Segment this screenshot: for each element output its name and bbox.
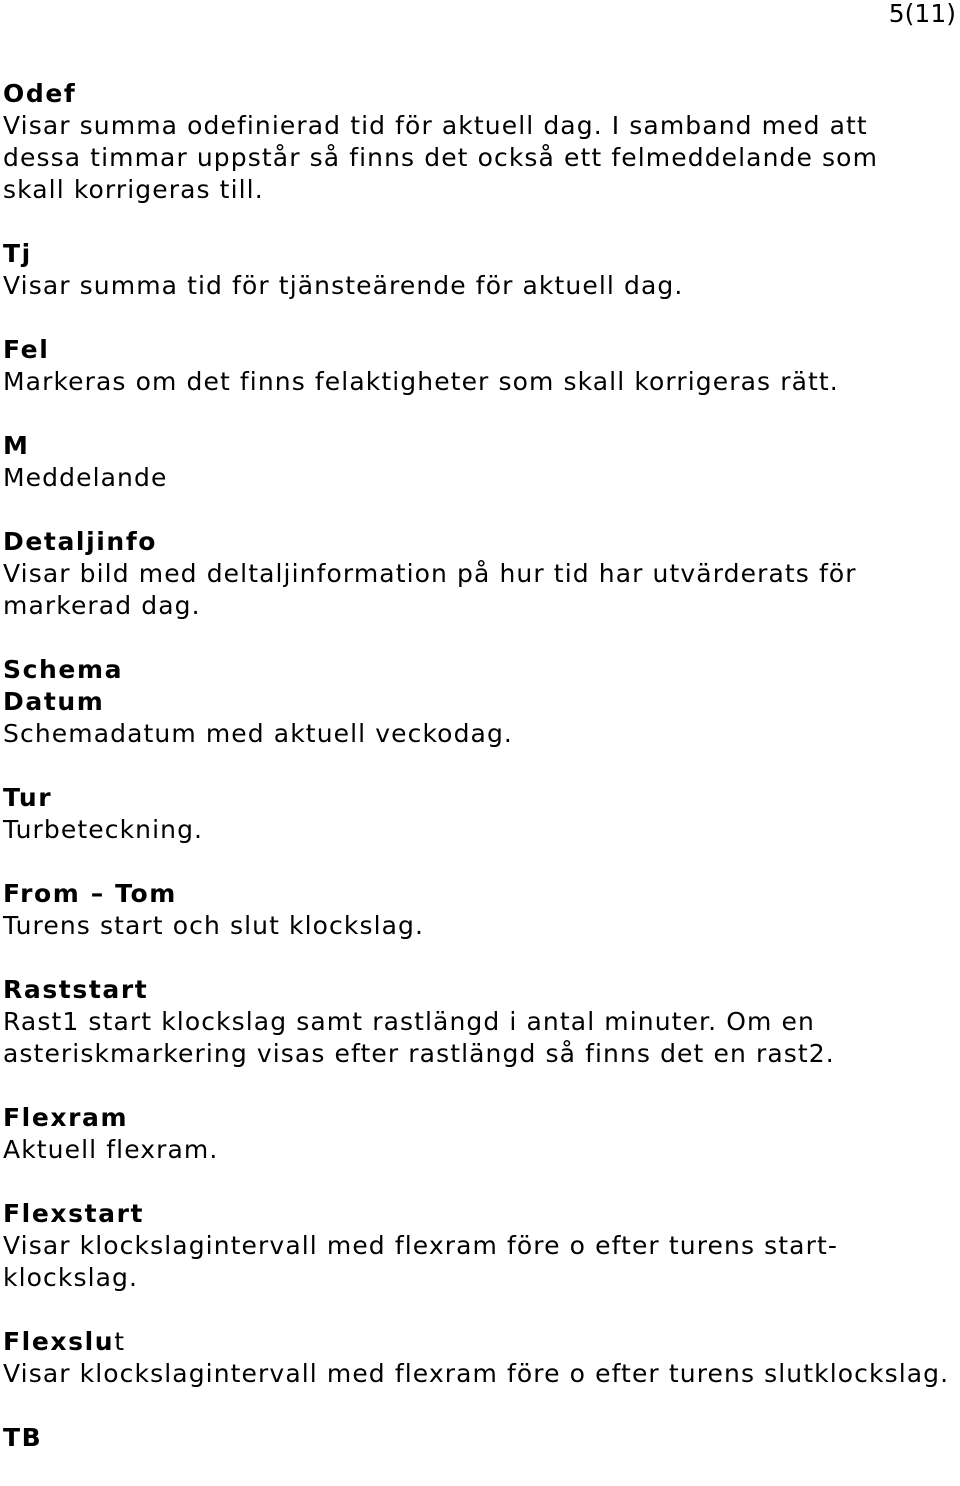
term-datum: Datum <box>3 687 105 716</box>
definition-fel <box>3 334 955 398</box>
description-m: Meddelande <box>3 463 168 492</box>
definition-tj <box>3 238 955 302</box>
definition-flexslut <box>3 1326 955 1390</box>
description-fel: Markeras om det finns felaktigheter som skall korrigeras rätt. <box>3 367 839 396</box>
description-tj: Visar summa tid för tjänsteärende för aktuell dag. <box>3 271 684 300</box>
description-tur: Turbeteckning. <box>3 815 204 844</box>
definition-tb <box>3 1422 955 1454</box>
definition-detaljinfo <box>3 526 955 622</box>
term-flexslut <box>3 1326 955 1358</box>
term-flexstart: Flexstart <box>3 1199 145 1228</box>
term-odef: Odef <box>3 79 77 108</box>
description-flexram: Aktuell flexram. <box>3 1135 219 1164</box>
definition-tur <box>3 782 955 846</box>
description-from-tom: Turens start och slut klockslag. <box>3 911 425 940</box>
section-heading-schema: Schema <box>3 655 124 684</box>
definition-odef <box>3 78 955 206</box>
term-tur: Tur <box>3 783 53 812</box>
page-number: 5(11) <box>888 0 956 28</box>
term-tb: TB <box>3 1423 43 1452</box>
term-raststart: Raststart <box>3 975 149 1004</box>
document-body <box>3 78 955 1486</box>
definition-flexram <box>3 1102 955 1166</box>
definition-flexstart <box>3 1198 955 1294</box>
term-flexslut-bold: Flexslu <box>3 1327 115 1356</box>
description-detaljinfo: Visar bild med deltaljinformation på hur tid har utvärderats för markerad dag. <box>3 559 857 620</box>
term-from-tom: From – Tom <box>3 879 177 908</box>
term-flexslut-tail: t <box>114 1327 126 1356</box>
description-raststart: Rast1 start klockslag samt rastlängd i antal minuter. Om en asteriskmarkering visas efter rastlängd så finns det en rast2. <box>3 1007 835 1068</box>
term-tj: Tj <box>3 239 32 268</box>
term-fel: Fel <box>3 335 50 364</box>
term-detaljinfo: Detaljinfo <box>3 527 158 556</box>
description-flexslut: Visar klockslagintervall med flexram före o efter turens slutklockslag. <box>3 1359 950 1388</box>
description-datum: Schemadatum med aktuell veckodag. <box>3 719 513 748</box>
definition-m <box>3 430 955 494</box>
description-odef: Visar summa odefinierad tid för aktuell dag. I samband med att dessa timmar uppstår så finns det också ett felmeddelande som skall korrigeras till. <box>3 111 879 204</box>
definition-raststart <box>3 974 955 1070</box>
definition-from-tom <box>3 878 955 942</box>
term-flexram: Flexram <box>3 1103 129 1132</box>
term-m: M <box>3 431 30 460</box>
description-flexstart: Visar klockslagintervall med flexram före o efter turens start-klockslag. <box>3 1231 838 1292</box>
definition-datum <box>3 654 955 750</box>
